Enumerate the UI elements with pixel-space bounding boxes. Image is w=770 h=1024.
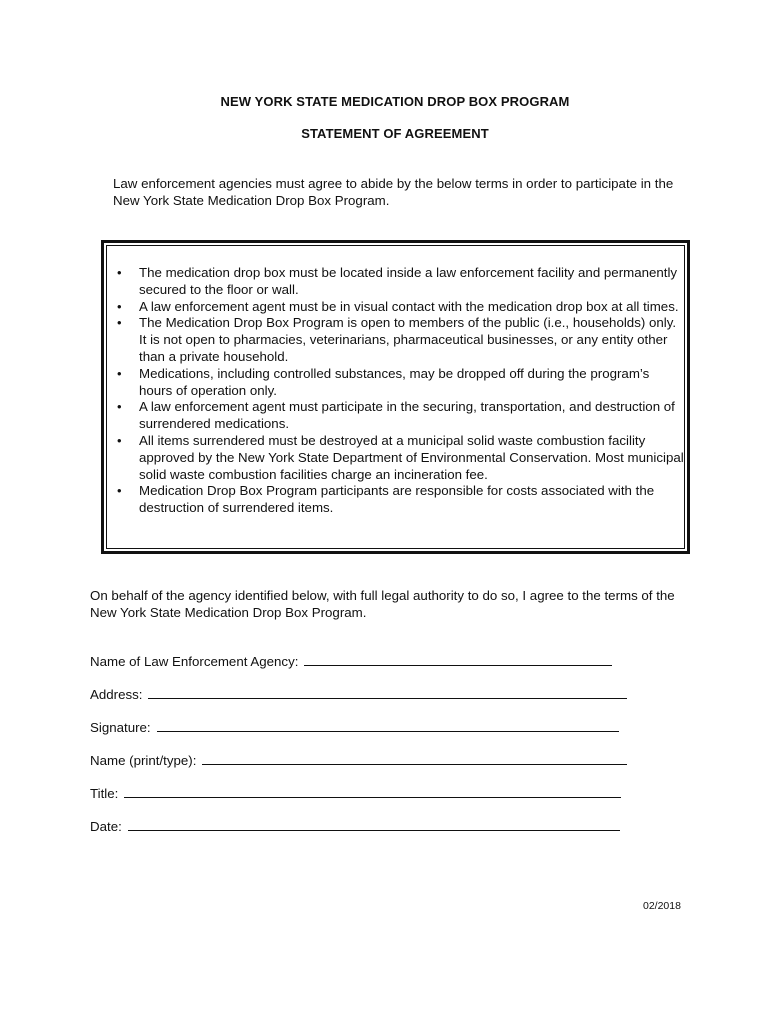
term-text: The Medication Drop Box Program is open to members of the public (i.e., households) only. It is not open to pharmacies, veterinarians, pharmaceutical businesses, or any entity other than a private household. bbox=[139, 315, 677, 364]
terms-box bbox=[101, 240, 690, 554]
agency-name-input-line[interactable] bbox=[304, 653, 612, 666]
bullet-icon: • bbox=[117, 365, 122, 381]
document-subtitle: STATEMENT OF AGREEMENT bbox=[301, 126, 489, 141]
term-item bbox=[113, 483, 685, 517]
term-text: A law enforcement agent must be in visual contact with the medication drop box at all times. bbox=[139, 298, 679, 314]
bullet-icon: • bbox=[117, 298, 122, 314]
signature-input-line[interactable] bbox=[157, 719, 619, 732]
term-item bbox=[113, 366, 685, 400]
terms-list bbox=[113, 265, 685, 517]
date-field bbox=[90, 818, 690, 834]
address-input-line[interactable] bbox=[148, 686, 627, 699]
term-item bbox=[113, 399, 685, 433]
title-field bbox=[90, 785, 690, 801]
bullet-icon: • bbox=[117, 483, 122, 499]
printed-name-input-line[interactable] bbox=[202, 752, 627, 765]
agency-name-field bbox=[90, 653, 690, 669]
term-item bbox=[113, 315, 685, 365]
signature-field bbox=[90, 719, 690, 735]
intro-paragraph: Law enforcement agencies must agree to abide by the below terms in order to participate in the New York State Medication Drop Box Program. bbox=[113, 176, 674, 208]
date-label: Date: bbox=[90, 819, 122, 834]
bullet-icon: • bbox=[117, 399, 122, 415]
bullet-icon: • bbox=[117, 315, 122, 331]
address-label: Address: bbox=[90, 687, 143, 702]
signature-label: Signature: bbox=[90, 720, 151, 735]
term-text: A law enforcement agent must participate in the securing, transportation, and destruction of surrendered medications. bbox=[139, 399, 675, 432]
date-input-line[interactable] bbox=[128, 818, 620, 831]
term-item bbox=[113, 299, 685, 316]
printed-name-label: Name (print/type): bbox=[90, 753, 197, 768]
printed-name-field bbox=[90, 752, 690, 768]
title-input-line[interactable] bbox=[124, 785, 621, 798]
revision-date: 02/2018 bbox=[643, 900, 681, 912]
term-item bbox=[113, 265, 685, 299]
term-text: Medications, including controlled substances, may be dropped off during the program’s hours of operation only. bbox=[139, 365, 650, 398]
bullet-icon: • bbox=[117, 265, 122, 280]
term-item bbox=[113, 433, 685, 483]
document-title: NEW YORK STATE MEDICATION DROP BOX PROGRAM bbox=[220, 94, 570, 109]
bullet-icon: • bbox=[117, 432, 122, 448]
term-text: Medication Drop Box Program participants are responsible for costs associated with the destruction of surrendered items. bbox=[139, 483, 655, 516]
agreement-paragraph: On behalf of the agency identified below, with full legal authority to do so, I agree to the terms of the New York State Medication Drop Box Program. bbox=[90, 588, 675, 620]
title-label: Title: bbox=[90, 786, 119, 801]
term-text: The medication drop box must be located inside a law enforcement facility and permanently secured to the floor or wall. bbox=[139, 265, 678, 297]
agency-name-label: Name of Law Enforcement Agency: bbox=[90, 654, 299, 669]
address-field bbox=[90, 686, 690, 702]
term-text: All items surrendered must be destroyed at a municipal solid waste combustion facility approved by the New York State Department of Environmental Conservation. Most municipal solid waste combustion facilities charge an incineration fee. bbox=[139, 432, 684, 482]
